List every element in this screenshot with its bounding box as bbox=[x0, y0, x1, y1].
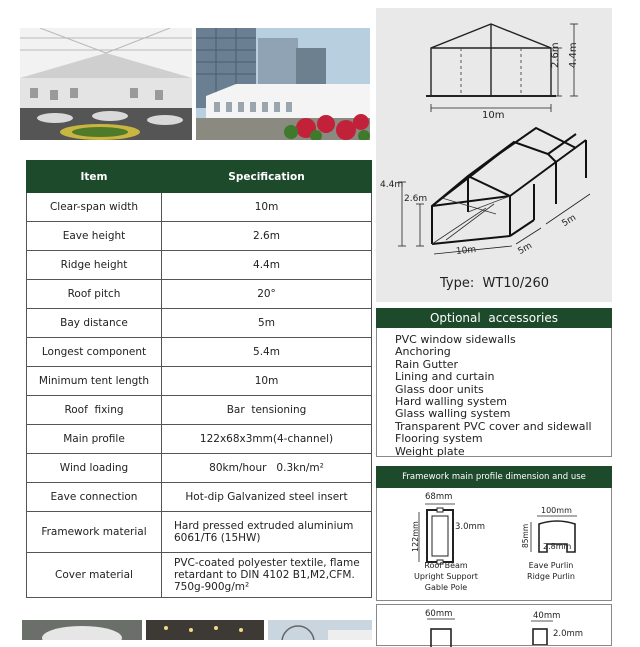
purlin-use: Ridge Purlin bbox=[527, 572, 575, 581]
table-row bbox=[27, 251, 372, 280]
accessory-item: Anchoring bbox=[395, 345, 451, 359]
bottom-photo-3 bbox=[268, 620, 372, 640]
accessory-item: Rain Gutter bbox=[395, 357, 459, 371]
spec-column-header: Specification bbox=[162, 161, 372, 193]
table-row bbox=[27, 309, 372, 338]
item-column-header: Item bbox=[27, 161, 162, 193]
purlin-height-label: 85mm bbox=[521, 523, 530, 548]
tent-type-label: Type: WT10/260 bbox=[440, 276, 550, 291]
accessories-list bbox=[376, 328, 612, 457]
accessory-item: Hard walling system bbox=[395, 395, 507, 409]
row-item: Clear-span width bbox=[27, 193, 162, 222]
main-profile-use: Gable Pole bbox=[424, 583, 468, 592]
small-profile-2-thickness-label: 2.0mm bbox=[553, 629, 584, 639]
tent-diagram-panel bbox=[376, 8, 612, 302]
iso-bay1-label: 5m bbox=[516, 241, 535, 257]
bottom-photo-2 bbox=[146, 620, 264, 640]
row-item: Eave connection bbox=[27, 483, 162, 512]
main-profile-height-label: 122mm bbox=[411, 521, 420, 552]
small-profile-1-drawing bbox=[421, 617, 461, 647]
purlin-uses bbox=[519, 560, 583, 582]
iso-ridge-label: 4.4m bbox=[380, 180, 404, 190]
purlin-use: Eave Purlin bbox=[528, 561, 574, 570]
row-item: Ridge height bbox=[27, 251, 162, 280]
accessory-item: Lining and curtain bbox=[395, 370, 495, 384]
row-spec: Hot-dip Galvanized steel insert bbox=[162, 483, 372, 512]
accessory-item: Weight plate bbox=[395, 444, 465, 458]
main-profile-width-label: 68mm bbox=[425, 492, 453, 502]
main-profile-thickness-label: 3.0mm bbox=[455, 522, 486, 532]
row-spec: 10m bbox=[162, 367, 372, 396]
front-width-label: 10m bbox=[482, 110, 505, 121]
main-profile-use: Roof Beam bbox=[424, 561, 468, 570]
front-ridge-label: 4.4m bbox=[568, 42, 579, 68]
table-row bbox=[27, 193, 372, 222]
row-spec: 4.4m bbox=[162, 251, 372, 280]
row-item: Cover material bbox=[27, 553, 162, 598]
iso-bay2-label: 5m bbox=[560, 212, 579, 230]
small-profile-2-width-label: 40mm bbox=[533, 611, 561, 621]
purlin-thickness-label: 2.8mm bbox=[543, 542, 572, 551]
profiles-panel bbox=[376, 488, 612, 601]
tent-interior-photo bbox=[20, 28, 192, 140]
row-item: Framework material bbox=[27, 512, 162, 553]
row-item: Minimum tent length bbox=[27, 367, 162, 396]
table-row bbox=[27, 222, 372, 251]
main-profile-uses bbox=[407, 560, 485, 593]
accessories-title: Optional accessories bbox=[376, 308, 612, 328]
row-item: Bay distance bbox=[27, 309, 162, 338]
purlin-profile-drawing bbox=[527, 514, 587, 560]
row-item: Longest component bbox=[27, 338, 162, 367]
small-profile-1-width-label: 60mm bbox=[425, 609, 453, 619]
table-row bbox=[27, 483, 372, 512]
row-spec: 5.4m bbox=[162, 338, 372, 367]
row-item: Main profile bbox=[27, 425, 162, 454]
accessory-item: Glass walling system bbox=[395, 407, 511, 421]
table-row bbox=[27, 338, 372, 367]
row-spec: 10m bbox=[162, 193, 372, 222]
row-spec: Bar tensioning bbox=[162, 396, 372, 425]
table-row bbox=[27, 425, 372, 454]
row-item: Roof pitch bbox=[27, 280, 162, 309]
profiles-title: Framework main profile dimension and use bbox=[376, 466, 612, 488]
purlin-width-label: 100mm bbox=[541, 506, 572, 515]
accessory-item: PVC window sidewalls bbox=[395, 333, 516, 346]
tent-exterior-photo bbox=[196, 28, 370, 140]
table-row bbox=[27, 396, 372, 425]
front-eave-label: 2.6m bbox=[550, 42, 561, 68]
iso-width-label: 10m bbox=[455, 244, 477, 258]
table-row bbox=[27, 454, 372, 483]
main-profile-use: Upright Support bbox=[414, 572, 478, 581]
bottom-photo-1 bbox=[22, 620, 142, 640]
row-spec: 5m bbox=[162, 309, 372, 338]
row-item: Roof fixing bbox=[27, 396, 162, 425]
row-item: Wind loading bbox=[27, 454, 162, 483]
row-item: Eave height bbox=[27, 222, 162, 251]
row-spec: 2.6m bbox=[162, 222, 372, 251]
specification-table bbox=[26, 160, 372, 598]
iso-eave-label: 2.6m bbox=[404, 194, 428, 204]
accessory-item: Glass door units bbox=[395, 382, 484, 396]
accessory-item: Transparent PVC cover and sidewall bbox=[395, 419, 592, 433]
row-spec: PVC-coated polyester textile, flame retardant to DIN 4102 B1,M2,CFM. 750g-900g/m² bbox=[162, 553, 372, 598]
accessory-item: Flooring system bbox=[395, 432, 483, 446]
row-spec: 80km/hour 0.3kn/m² bbox=[162, 454, 372, 483]
row-spec: Hard pressed extruded aluminium 6061/T6 (15HW) bbox=[162, 512, 372, 553]
table-row bbox=[27, 280, 372, 309]
table-row bbox=[27, 367, 372, 396]
table-row bbox=[27, 553, 372, 598]
row-spec: 20° bbox=[162, 280, 372, 309]
row-spec: 122x68x3mm(4-channel) bbox=[162, 425, 372, 454]
table-row bbox=[27, 512, 372, 553]
table-header-row bbox=[27, 161, 372, 193]
